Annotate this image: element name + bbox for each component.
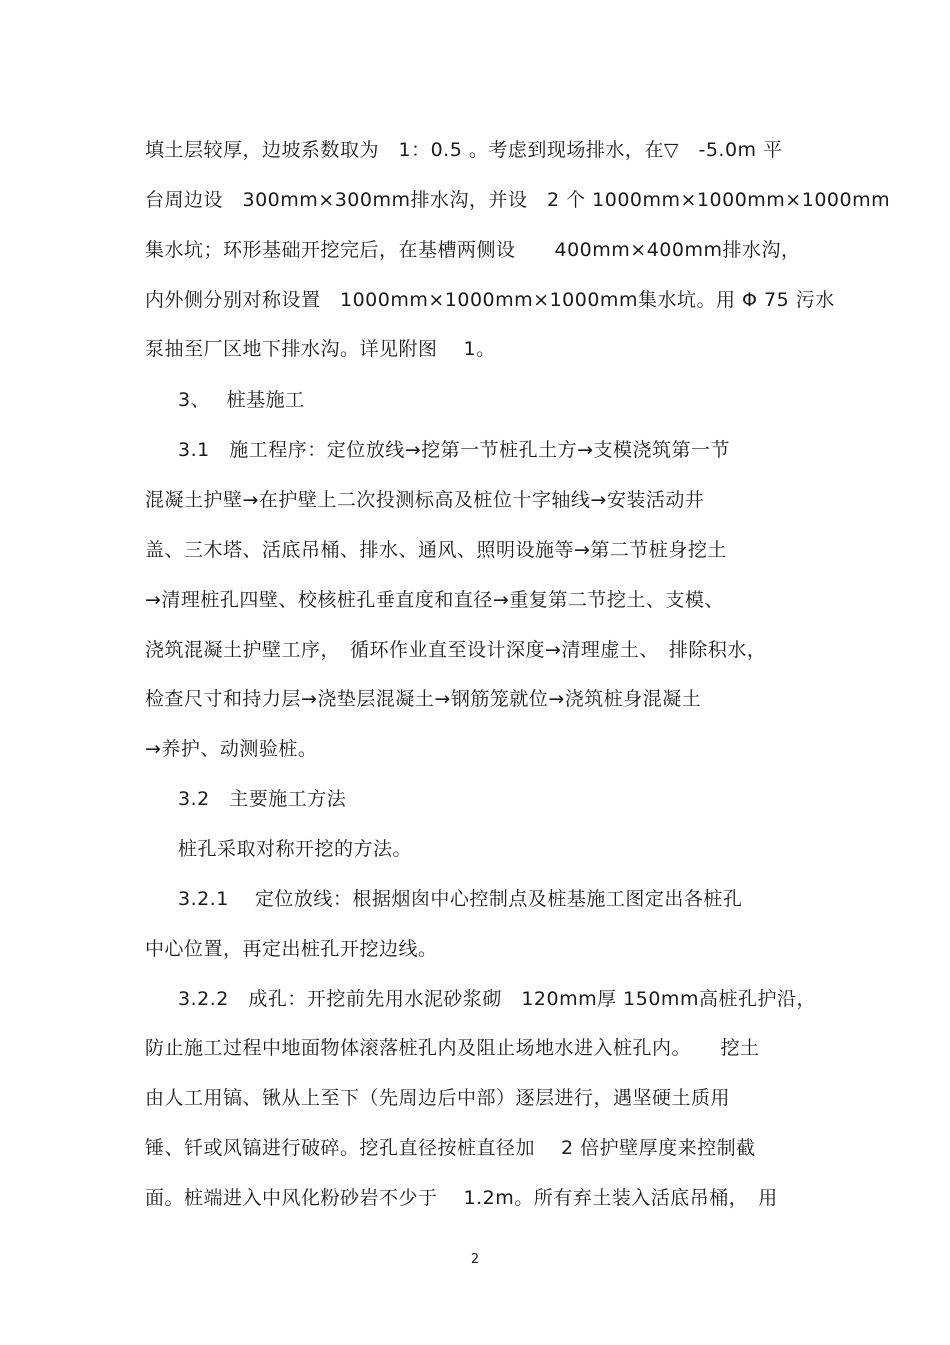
text-line: 3.2.2 成孔：开挖前先用水泥砂浆砌 120mm厚 150mm高桩孔护沿， [178, 988, 816, 1010]
text-line: 泵抽至厂区地下排水沟。详见附图 1。 [145, 338, 496, 360]
text-line: 中心位置，再定出桩孔开挖边线。 [145, 938, 438, 960]
text-line: 浇筑混凝土护壁工序， 循环作业直至设计深度→清理虚土、 排除积水， [145, 639, 767, 661]
text-line: 面。桩端进入中风化粉砂岩不少于 1.2m。所有弃土装入活底吊桶， 用 [145, 1187, 778, 1209]
text-line: 检查尺寸和持力层→浇垫层混凝土→钢筋笼就位→浇筑桩身混凝土 [145, 688, 702, 710]
text-line: 盖、三木塔、活底吊桶、排水、通风、照明设施等→第二节桩身挖土 [145, 539, 727, 561]
text-line: 混凝土护壁→在护壁上二次投测标高及桩位十字轴线→安装活动井 [145, 489, 705, 511]
section-heading: 3、 桩基施工 [178, 389, 305, 411]
text-line: 集水坑；环形基础开挖完后，在基槽两侧设 400mm×400mm排水沟， [145, 239, 801, 261]
text-line: 3.1 施工程序：定位放线→挖第一节桩孔土方→支模浇筑第一节 [178, 439, 731, 461]
text-line: →养护、动测验桩。 [145, 738, 318, 760]
text-line: 桩孔采取对称开挖的方法。 [178, 838, 413, 860]
text-line: →清理桩孔四壁、校核桩孔垂直度和直径→重复第二节挖土、支模、 [145, 589, 724, 611]
text-line: 内外侧分别对称设置 1000mm×1000mm×1000mm集水坑。用 Φ 75 污水 [145, 289, 835, 311]
section-heading: 3.2 主要施工方法 [178, 788, 347, 810]
text-line: 由人工用镐、锹从上至下（先周边后中部）逐层进行，遇坚硬土质用 [145, 1087, 731, 1109]
page-number: 2 [470, 1252, 480, 1267]
text-line: 台周边设 300mm×300mm排水沟，并设 2 个 1000mm×1000mm×1000mm [145, 189, 891, 211]
text-line: 锤、钎或风镐进行破碎。挖孔直径按桩直径加 2 倍护壁厚度来控制截 [145, 1137, 756, 1159]
text-line: 填土层较厚，边坡系数取为 1：0.5 。考虑到现场排水，在▽ -5.0m 平 [145, 139, 783, 161]
text-line: 3.2.1 定位放线：根据烟囱中心控制点及桩基施工图定出各桩孔 [178, 888, 743, 910]
text-line: 防止施工过程中地面物体滚落桩孔内及阻止场地水进入桩孔内。 挖土 [145, 1037, 760, 1059]
